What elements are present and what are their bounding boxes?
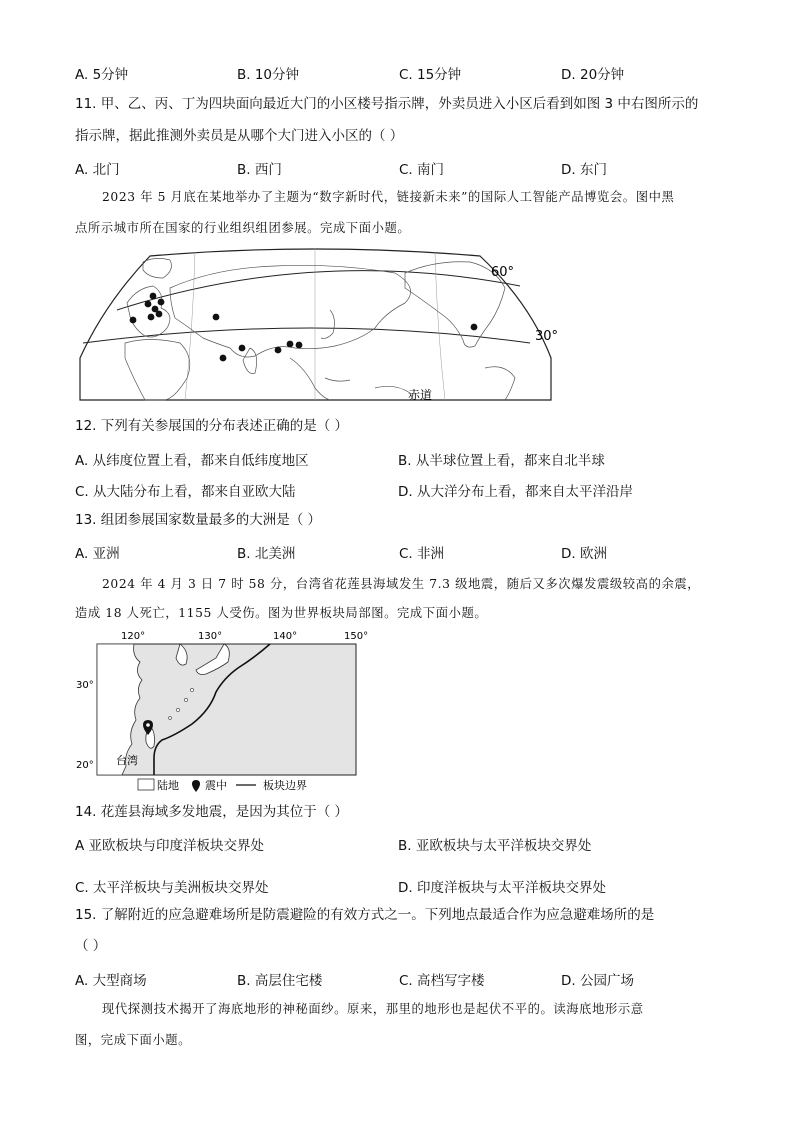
q13-option-d[interactable]: D. 欧洲: [561, 546, 607, 562]
legend-land-label: 陆地: [157, 779, 179, 792]
q15-option-d[interactable]: D. 公园广场: [561, 973, 634, 989]
q12-option-c[interactable]: C. 从大陆分布上看，都来自亚欧大陆: [75, 484, 296, 500]
passage2-line2: 造成 18 人死亡，1155 人受伤。图为世界板块局部图。完成下面小题。: [75, 606, 488, 620]
q13-option-a[interactable]: A. 亚洲: [75, 546, 120, 562]
lon-140-label: 140°: [273, 631, 298, 642]
q15-stem-line1: 15. 了解附近的应急避难场所是防震避险的有效方式之一。下列地点最适合作为应急避难场所的是: [75, 907, 655, 923]
q12-option-d[interactable]: D. 从大洋分布上看，都来自太平洋沿岸: [398, 484, 633, 500]
world-map: [75, 248, 559, 404]
q13-stem: 13. 组团参展国家数量最多的大洲是（ ）: [75, 512, 322, 528]
q15-option-b[interactable]: B. 高层住宅楼: [237, 973, 323, 989]
q14-option-b[interactable]: B. 亚欧板块与太平洋板块交界处: [398, 838, 592, 854]
passage1-line1: 2023 年 5 月底在某地举办了主题为“数字新时代，链接新未来”的国际人工智能产品博览会。图中黑: [102, 190, 675, 204]
passage1-line2: 点所示城市所在国家的行业组织组团参展。完成下面小题。: [75, 221, 411, 235]
q12-stem: 12. 下列有关参展国的分布表述正确的是（ ）: [75, 418, 349, 434]
q15-stem-line2: （ ）: [75, 938, 107, 954]
lat-60-label: 60°: [491, 265, 515, 280]
q13-option-b[interactable]: B. 北美洲: [237, 546, 296, 562]
lon-120-label: 120°: [121, 631, 146, 642]
q14-option-c[interactable]: C. 太平洋板块与美洲板块交界处: [75, 880, 269, 896]
legend-epicenter-label: 震中: [205, 779, 227, 792]
legend-boundary-label: 板块边界: [263, 779, 307, 792]
q12-option-a[interactable]: A. 从纬度位置上看，都来自低纬度地区: [75, 453, 309, 469]
q12-option-b[interactable]: B. 从半球位置上看，都来自北半球: [398, 453, 605, 469]
q10-option-c[interactable]: C. 15分钟: [399, 67, 462, 83]
q14-option-a[interactable]: A 亚欧板块与印度洋板块交界处: [75, 838, 265, 854]
q11-option-d[interactable]: D. 东门: [561, 162, 607, 178]
q14-option-d[interactable]: D. 印度洋板块与太平洋板块交界处: [398, 880, 606, 896]
q11-option-c[interactable]: C. 南门: [399, 162, 445, 178]
q10-option-d[interactable]: D. 20分钟: [561, 67, 625, 83]
passage3-line2: 图，完成下面小题。: [75, 1033, 192, 1047]
epicenter-legend-icon: [192, 780, 200, 792]
q11-option-a[interactable]: A. 北门: [75, 162, 120, 178]
lat-30-tick-label: 30°: [76, 680, 94, 691]
q15-option-a[interactable]: A. 大型商场: [75, 973, 147, 989]
lat-30-label: 30°: [535, 329, 559, 344]
q10-option-b[interactable]: B. 10分钟: [237, 67, 300, 83]
map-legend: [138, 778, 307, 792]
q10-option-a[interactable]: A. 5分钟: [75, 67, 129, 83]
lat-20-tick-label: 20°: [76, 760, 94, 771]
q11-option-b[interactable]: B. 西门: [237, 162, 282, 178]
land-legend-icon: [138, 779, 154, 790]
q11-stem-line1: 11. 甲、乙、丙、丁为四块面向最近大门的小区楼号指示牌，外卖员进入小区后看到如图 3 中右图所示的: [75, 96, 699, 112]
lon-150-label: 150°: [344, 631, 369, 642]
q14-stem: 14. 花莲县海域多发地震，是因为其位于（ ）: [75, 804, 349, 820]
q11-stem-line2: 指示牌，据此推测外卖员是从哪个大门进入小区的（ ）: [75, 128, 404, 144]
equator-label: 赤道: [408, 388, 433, 402]
passage3-line1: 现代探测技术揭开了海底地形的神秘面纱。原来，那里的地形也是起伏不平的。读海底地形示意: [102, 1002, 644, 1016]
passage2-line1: 2024 年 4 月 3 日 7 时 58 分，台湾省花莲县海域发生 7.3 级地震，随后又多次爆发震级较高的余震，: [102, 577, 701, 591]
taiwan-label: 台湾: [116, 754, 138, 767]
plate-map: [74, 628, 374, 794]
q15-option-c[interactable]: C. 高档写字楼: [399, 973, 485, 989]
q13-option-c[interactable]: C. 非洲: [399, 546, 445, 562]
lon-130-label: 130°: [198, 631, 223, 642]
